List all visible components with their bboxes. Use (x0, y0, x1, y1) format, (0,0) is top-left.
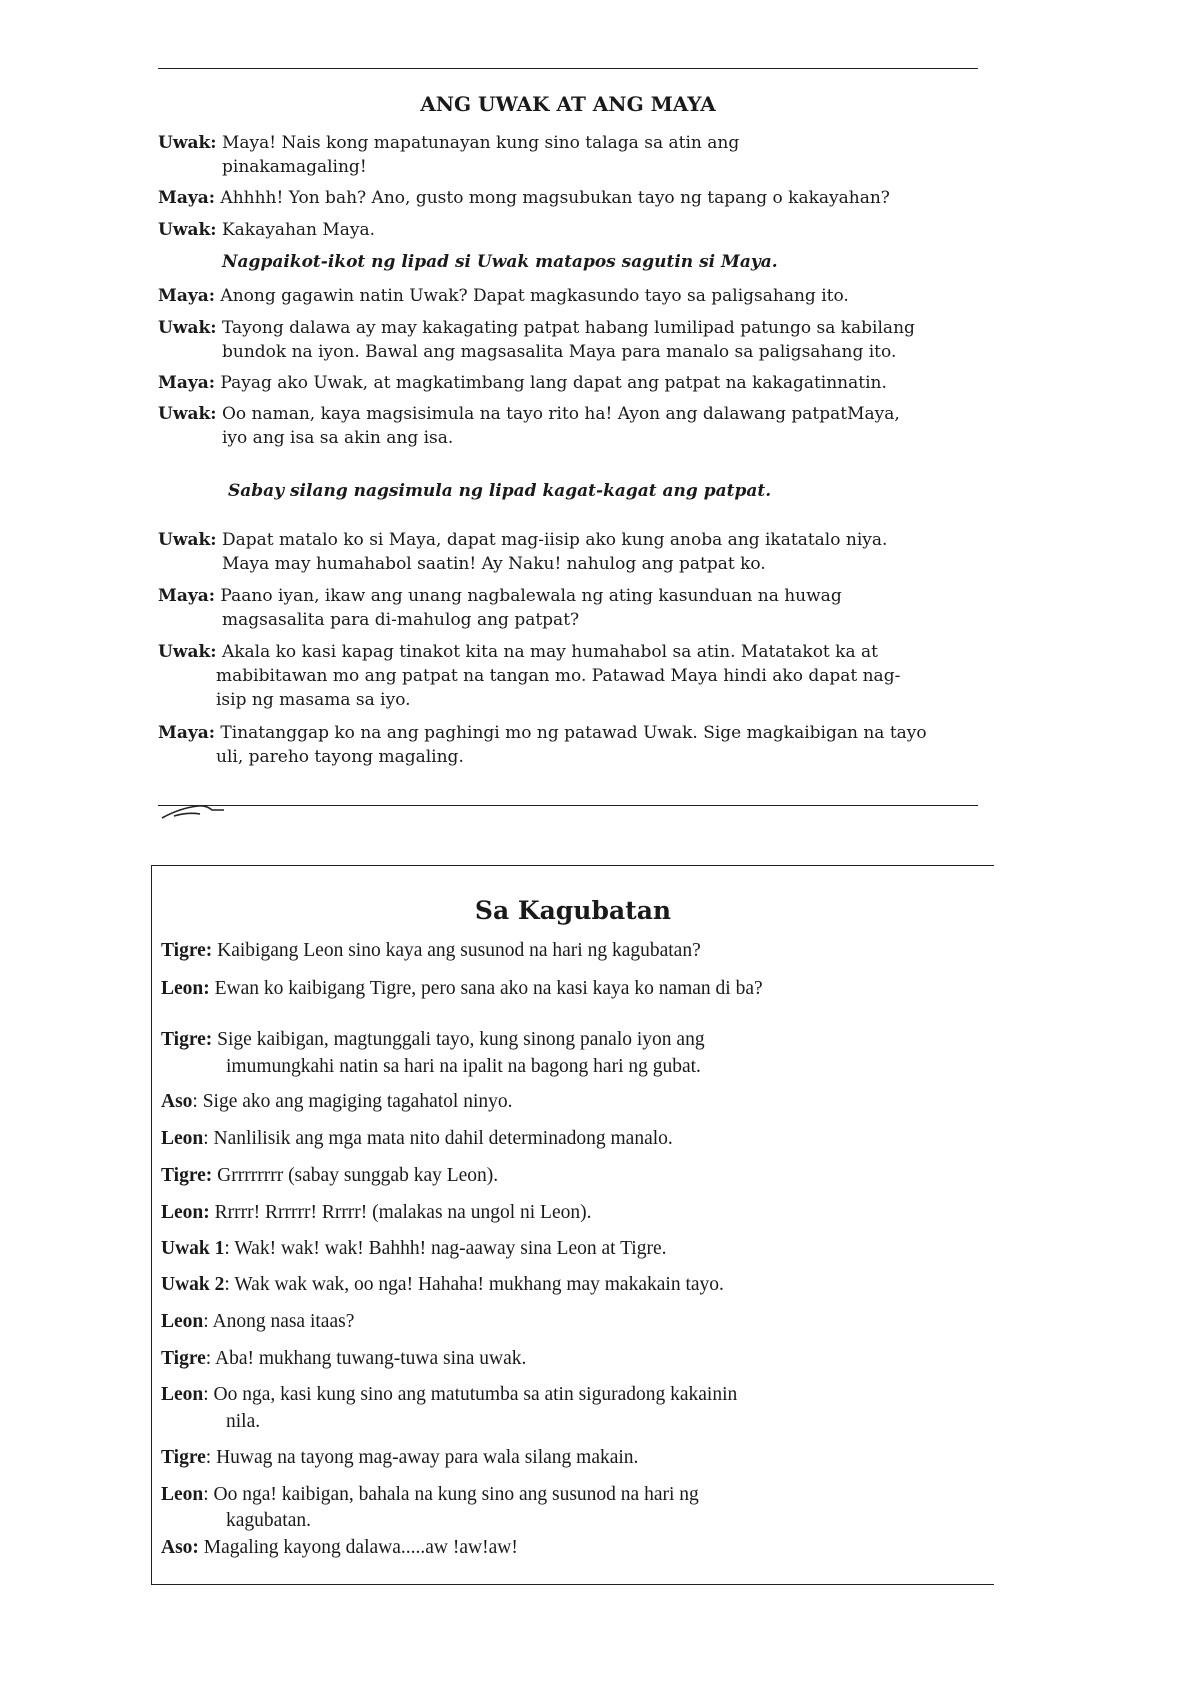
dialogue-text: Grrrrrrrr (sabay sunggab kay Leon). (217, 1165, 499, 1186)
dialogue-line (158, 721, 978, 745)
speaker-label: Aso (161, 1091, 193, 1112)
speaker-label: Aso: (161, 1537, 199, 1558)
dialogue-line (161, 1125, 673, 1153)
dialogue-text: Kakayahan Maya. (221, 220, 376, 240)
dialogue-line (161, 1444, 638, 1472)
dialogue-line (158, 402, 978, 426)
dialogue-text: Ahhhh! Yon bah? Ano, gusto mong magsubukan tayo ng tapang o kakayahan? (220, 188, 890, 208)
dialogue-line (161, 975, 763, 1003)
dialogue-line (161, 1345, 526, 1373)
dialogue-line (161, 1381, 737, 1409)
dialogue-text: : Wak wak wak, oo nga! Hahaha! mukhang may makakain tayo. (224, 1274, 724, 1295)
speaker-label: Uwak: (158, 530, 217, 550)
dialogue-continuation: uli, pareho tayong magaling. (216, 747, 464, 767)
speaker-label: Leon (161, 1384, 204, 1405)
dialogue-line (161, 1162, 498, 1190)
dialogue-line (161, 1481, 699, 1509)
dialogue-continuation: mabibitawan mo ang patpat na tangan mo. Patawad Maya hindi ako dapat nag- (216, 666, 901, 686)
dialogue-text: Tinatanggap ko na ang paghingi mo ng patawad Uwak. Sige magkaibigan na tayo (220, 723, 927, 743)
dialogue-text: Sige kaibigan, magtunggali tayo, kung sinong panalo iyon ang (217, 1029, 705, 1050)
dialogue-text: Magaling kayong dalawa.....aw !aw!aw! (203, 1537, 518, 1558)
speaker-label: Uwak: (158, 133, 217, 153)
dialogue-text: : Nanlilisik ang mga mata nito dahil determinadong manalo. (203, 1128, 673, 1149)
dialogue-continuation: nila. (226, 1411, 261, 1432)
dialogue-line (158, 218, 978, 242)
dialogue-continuation: isip ng masama sa iyo. (216, 690, 411, 710)
speaker-label: Tigre (161, 1447, 206, 1468)
speaker-label: Tigre: (161, 940, 213, 961)
dialogue-line (158, 131, 978, 155)
speaker-label: Maya: (158, 723, 216, 743)
dialogue-line (161, 1271, 724, 1299)
story-title: Sa Kagubatan (474, 896, 672, 925)
speaker-label: Uwak: (158, 404, 217, 424)
dialogue-continuation: pinakamagaling! (222, 157, 367, 177)
speaker-label: Maya: (158, 188, 216, 208)
dialogue-continuation: iyo ang isa sa akin ang isa. (222, 428, 454, 448)
dialogue-text: : Aba! mukhang tuwang-tuwa sina uwak. (205, 1348, 527, 1369)
dialogue-line (158, 186, 978, 210)
dialogue-text: Paano iyan, ikaw ang unang nagbalewala ng ating kasunduan na huwag (220, 586, 842, 606)
dialogue-text: Akala ko kasi kapag tinakot kita na may humahabol sa atin. Matatakot ka at (221, 642, 878, 662)
speaker-label: Leon (161, 1484, 204, 1505)
dialogue-text: Ewan ko kaibigang Tigre, pero sana ako na kasi kaya ko naman di ba? (214, 978, 763, 999)
speaker-label: Leon: (161, 1202, 210, 1223)
stage-direction: Nagpaikot-ikot ng lipad si Uwak matapos sagutin si Maya. (222, 252, 778, 272)
dialogue-text: : Oo nga, kasi kung sino ang matutumba sa atin siguradong kakainin (203, 1384, 738, 1405)
dialogue-text: : Anong nasa itaas? (203, 1311, 355, 1332)
speaker-label: Tigre: (161, 1165, 213, 1186)
top-rule (158, 68, 978, 69)
bottom-rule (158, 805, 978, 806)
speaker-label: Uwak 1 (161, 1238, 225, 1259)
dialogue-line (158, 371, 978, 395)
dialogue-text: Rrrrr! Rrrrrr! Rrrrr! (malakas na ungol ni Leon). (214, 1202, 592, 1223)
dialogue-continuation: imumungkahi natin sa hari na ipalit na bagong hari ng gubat. (226, 1056, 701, 1077)
dialogue-text: Payag ako Uwak, at magkatimbang lang dapat ang patpat na kakagatinnatin. (220, 373, 887, 393)
dialogue-line (158, 284, 978, 308)
stage-direction: Sabay silang nagsimula ng lipad kagat-kagat ang patpat. (228, 481, 772, 501)
dialogue-text: Dapat matalo ko si Maya, dapat mag-iisip ako kung anoba ang ikatatalo niya. (221, 530, 888, 550)
dialogue-continuation: bundok na iyon. Bawal ang magsasalita Maya para manalo sa paligsahang ito. (222, 342, 897, 362)
dialogue-text: : Sige ako ang magiging tagahatol ninyo. (192, 1091, 513, 1112)
dialogue-continuation: magsasalita para di-mahulog ang patpat? (222, 610, 580, 630)
speaker-label: Uwak 2 (161, 1274, 225, 1295)
speaker-label: Tigre: (161, 1029, 213, 1050)
story-sa-kagubatan (151, 865, 994, 1585)
dialogue-text: Maya! Nais kong mapatunayan kung sino talaga sa atin ang (221, 133, 740, 153)
speaker-label: Uwak: (158, 220, 217, 240)
dialogue-text: Oo naman, kaya magsisimula na tayo rito ha! Ayon ang dalawang patpatMaya, (221, 404, 900, 424)
dialogue-line (161, 1308, 354, 1336)
dialogue-text: Anong gagawin natin Uwak? Dapat magkasundo tayo sa paligsahang ito. (220, 286, 849, 306)
dialogue-line (161, 1199, 591, 1227)
speaker-label: Maya: (158, 286, 216, 306)
dialogue-line (158, 528, 978, 552)
speaker-label: Leon (161, 1311, 204, 1332)
dialogue-text: : Oo nga! kaibigan, bahala na kung sino ang susunod na hari ng (203, 1484, 699, 1505)
dialogue-text: Tayong dalawa ay may kakagating patpat habang lumilipad patungo sa kabilang (221, 318, 915, 338)
speaker-label: Leon (161, 1128, 204, 1149)
dialogue-line (161, 1088, 513, 1116)
dialogue-text: Kaibigang Leon sino kaya ang susunod na hari ng kagubatan? (217, 940, 701, 961)
story-title: ANG UWAK AT ANG MAYA (420, 92, 716, 116)
dialogue-continuation: kagubatan. (226, 1510, 312, 1531)
speaker-label: Maya: (158, 373, 216, 393)
speaker-label: Leon: (161, 978, 210, 999)
speaker-label: Uwak: (158, 318, 217, 338)
dialogue-line (161, 937, 701, 965)
scribble-mark (160, 798, 240, 822)
dialogue-line (161, 1534, 518, 1562)
speaker-label: Uwak: (158, 642, 217, 662)
dialogue-text: : Wak! wak! wak! Bahhh! nag-aaway sina Leon at Tigre. (224, 1238, 667, 1259)
dialogue-line (161, 1026, 705, 1054)
dialogue-text: : Huwag na tayong mag-away para wala silang makain. (205, 1447, 639, 1468)
dialogue-line (161, 1235, 667, 1263)
dialogue-line (158, 316, 978, 340)
speaker-label: Tigre (161, 1348, 206, 1369)
speaker-label: Maya: (158, 586, 216, 606)
dialogue-continuation: Maya may humahabol saatin! Ay Naku! nahulog ang patpat ko. (222, 554, 766, 574)
dialogue-line (158, 640, 978, 664)
dialogue-line (158, 584, 978, 608)
